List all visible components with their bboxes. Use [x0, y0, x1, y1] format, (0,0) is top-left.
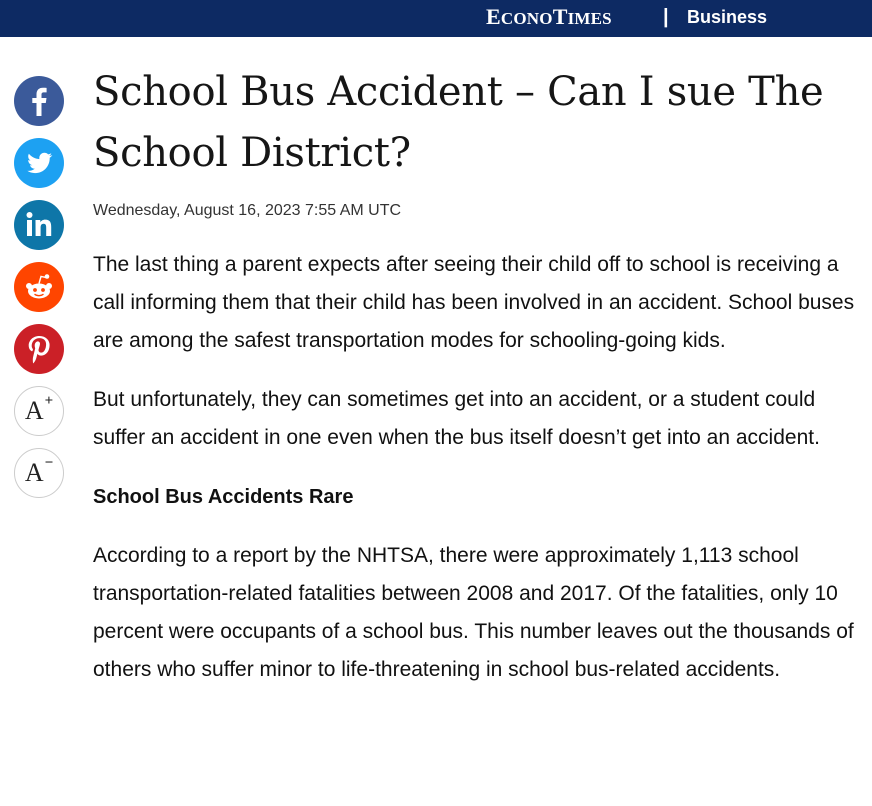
font-decrease-button[interactable]: [14, 448, 64, 498]
article-paragraph: The last thing a parent expects after seeing their child off to school is receiving a call informing them that their child has been involved in an accident. School buses are among the safest transportation modes for schooling-going kids.: [93, 253, 855, 352]
font-increase-icon: A+: [24, 393, 54, 425]
share-facebook-button[interactable]: [14, 76, 64, 126]
facebook-icon: [14, 76, 64, 126]
share-reddit-button[interactable]: [14, 262, 64, 312]
logo-letters: IMES: [567, 9, 612, 28]
site-header: [0, 0, 872, 37]
pinterest-icon: [14, 324, 64, 374]
font-increase-button[interactable]: [14, 386, 64, 436]
font-decrease-icon: A−: [24, 455, 54, 487]
share-linkedin-button[interactable]: [14, 200, 64, 250]
twitter-icon: [14, 138, 64, 188]
article-paragraph: But unfortunately, they can sometimes get into an accident, or a student could suffer an accident in one even when the bus itself doesn’t get into an accident.: [93, 388, 820, 449]
article-body: [93, 246, 863, 710]
share-pinterest-button[interactable]: [14, 324, 64, 374]
article-title: School Bus Accident – Can I sue The School District?: [93, 69, 824, 176]
article-subheading: School Bus Accidents Rare: [93, 486, 354, 508]
site-logo[interactable]: [486, 3, 612, 31]
header-separator: |: [663, 6, 669, 28]
logo-letters: CONO: [500, 9, 553, 28]
logo-letter: E: [486, 4, 501, 29]
share-bar: [14, 76, 66, 510]
share-twitter-button[interactable]: [14, 138, 64, 188]
article-date: Wednesday, August 16, 2023 7:55 AM UTC: [93, 202, 402, 219]
article-paragraph: According to a report by the NHTSA, there were approximately 1,113 school transportation-related fatalities between 2008 and 2017. Of the fatalities, only 10 percent were occupants of a school bus. This number leaves out the thousands of others who suffer minor to life-threatening in school bus-related accidents.: [93, 544, 854, 681]
section-link[interactable]: Business: [687, 7, 768, 27]
reddit-icon: [14, 262, 64, 312]
logo-letter: T: [552, 4, 568, 29]
linkedin-icon: [14, 200, 64, 250]
